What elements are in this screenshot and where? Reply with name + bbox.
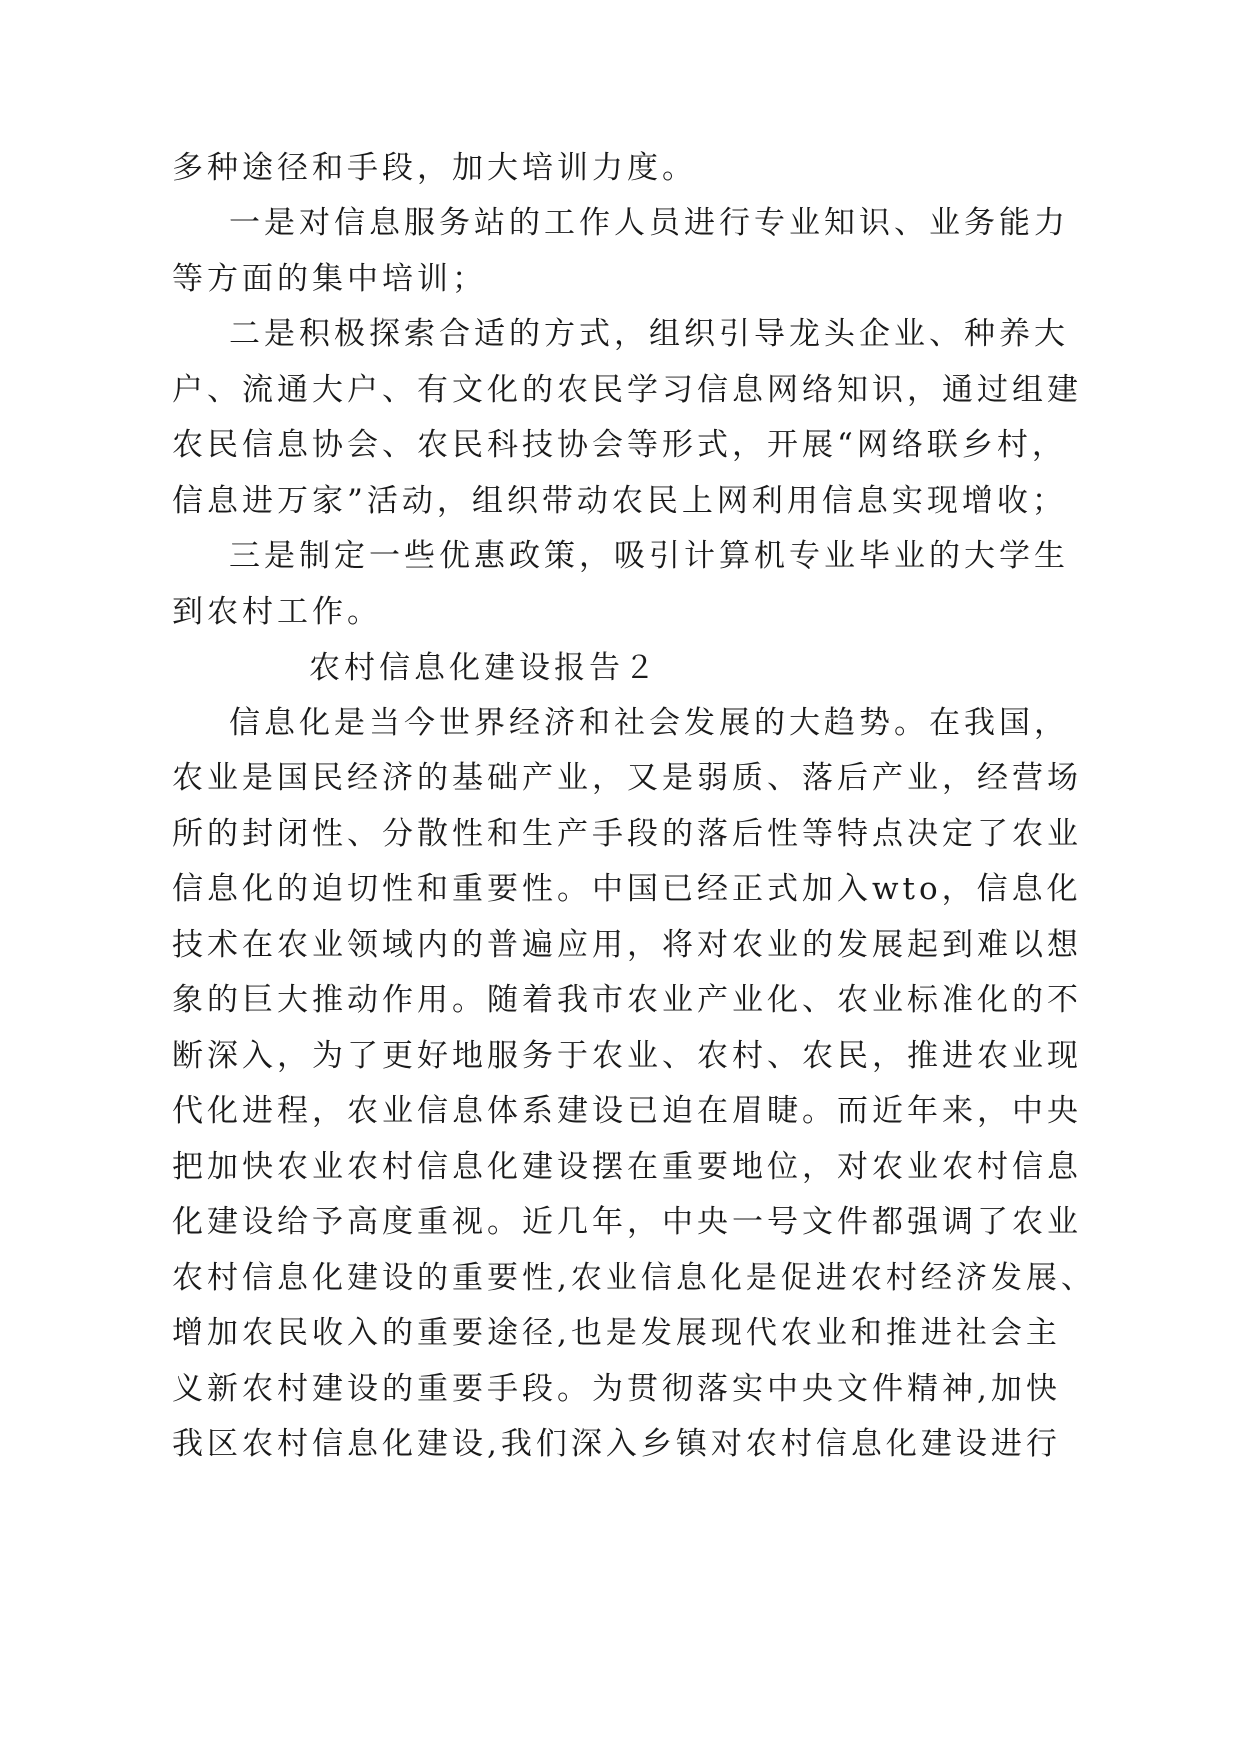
text-line-12: 农业是国民经济的基础产业，又是弱质、落后产业，经营场 xyxy=(172,760,1082,796)
text-line-6: 农民信息协会、农民科技协会等形式，开展“网络联乡村， xyxy=(172,427,1067,463)
text-line-17: 断深入，为了更好地服务于农业、农村、农民，推进农业现 xyxy=(172,1038,1082,1074)
text-line-4: 二是积极探索合适的方式，组织引导龙头企业、种养大 xyxy=(229,316,1069,352)
text-line-9: 到农村工作。 xyxy=(172,594,382,630)
text-line-1: 多种途径和手段，加大培训力度。 xyxy=(172,150,697,186)
text-line-21: 农村信息化建设的重要性,农业信息化是促进农村经济发展、 xyxy=(172,1260,1096,1296)
text-line-20: 化建设给予高度重视。近几年，中央一号文件都强调了农业 xyxy=(172,1204,1082,1240)
text-line-13: 所的封闭性、分散性和生产手段的落后性等特点决定了农业 xyxy=(172,816,1082,852)
text-line-19: 把加快农业农村信息化建设摆在重要地位，对农业农村信息 xyxy=(172,1149,1082,1185)
text-line-16: 象的巨大推动作用。随着我市农业产业化、农业标准化的不 xyxy=(172,982,1082,1018)
text-line-22: 增加农民收入的重要途径,也是发展现代农业和推进社会主 xyxy=(172,1315,1061,1351)
text-line-8: 三是制定一些优惠政策，吸引计算机专业毕业的大学生 xyxy=(229,538,1069,574)
text-line-11: 信息化是当今世界经济和社会发展的大趋势。在我国， xyxy=(229,705,1069,741)
section-heading: 农村信息化建设报告２ xyxy=(309,650,659,686)
text-line-15: 技术在农业领域内的普遍应用，将对农业的发展起到难以想 xyxy=(172,927,1082,963)
text-line-7: 信息进万家”活动，组织带动农民上网利用信息实现增收； xyxy=(172,483,1067,519)
text-line-2: 一是对信息服务站的工作人员进行专业知识、业务能力 xyxy=(229,205,1069,241)
text-line-23: 义新农村建设的重要手段。为贯彻落实中央文件精神,加快 xyxy=(172,1371,1061,1407)
text-line-24: 我区农村信息化建设,我们深入乡镇对农村信息化建设进行 xyxy=(172,1426,1061,1462)
text-line-14: 信息化的迫切性和重要性。中国已经正式加入wto，信息化 xyxy=(172,871,1082,907)
text-line-5: 户、流通大户、有文化的农民学习信息网络知识，通过组建 xyxy=(172,372,1082,408)
text-line-18: 代化进程，农业信息体系建设已迫在眉睫。而近年来，中央 xyxy=(172,1093,1082,1129)
text-line-3: 等方面的集中培训； xyxy=(172,261,487,297)
